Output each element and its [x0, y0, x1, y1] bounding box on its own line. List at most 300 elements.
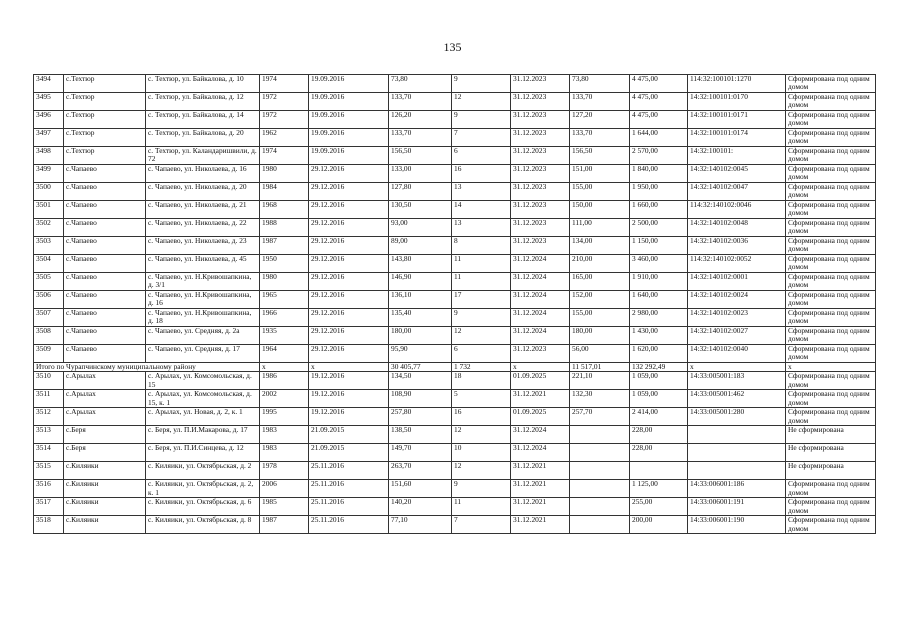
apts-cell: 13	[452, 219, 511, 237]
settlement-cell: с.Чапаево	[64, 237, 146, 255]
table-row	[34, 309, 876, 327]
area2-cell: 150,00	[570, 201, 630, 219]
deadline-cell: 31.12.2021	[511, 462, 570, 480]
year-cell: 1965	[260, 291, 309, 309]
n-cell: 3500	[34, 183, 64, 201]
date-cell: 19.12.2016	[309, 372, 389, 390]
cost-cell: 4 475,00	[630, 75, 688, 93]
address-cell: с. Чапаево, ул. Средняя, д. 2а	[146, 327, 260, 345]
table-row	[34, 498, 876, 516]
n-cell: 3506	[34, 291, 64, 309]
status-cell: Сформирована под одним домом	[786, 219, 876, 237]
apts-cell: 12	[452, 462, 511, 480]
table-row	[34, 291, 876, 309]
status-cell: Не сформирована	[786, 426, 876, 444]
area2-cell: 73,80	[570, 75, 630, 93]
area-cell: 135,40	[389, 309, 452, 327]
table-row	[34, 273, 876, 291]
cadastre-cell: 14:32:140102:0027	[688, 327, 786, 345]
apts-cell: 14	[452, 201, 511, 219]
area-cell: 143,80	[389, 255, 452, 273]
deadline-cell: 31.12.2023	[511, 129, 570, 147]
n-cell: 3504	[34, 255, 64, 273]
area-cell: 95,90	[389, 345, 452, 363]
date-cell: 19.12.2016	[309, 390, 389, 408]
cadastre-cell: 14:33:005001:280	[688, 408, 786, 426]
apts-cell: 9	[452, 309, 511, 327]
settlement-cell: с.Арылах	[64, 390, 146, 408]
year-cell: 1962	[260, 129, 309, 147]
cadastre-cell: 14:32:100101:0170	[688, 93, 786, 111]
deadline-cell: 31.12.2023	[511, 147, 570, 165]
area-cell: 140,20	[389, 498, 452, 516]
address-cell: с. Чапаево, ул. Николаева, д. 21	[146, 201, 260, 219]
year-cell: 1968	[260, 201, 309, 219]
cost-cell: 1 640,00	[630, 291, 688, 309]
deadline-cell: 31.12.2024	[511, 273, 570, 291]
table-row	[34, 462, 876, 480]
table-row	[34, 390, 876, 408]
status-cell: Сформирована под одним домом	[786, 480, 876, 498]
year-cell: 1983	[260, 444, 309, 462]
year-cell: 2006	[260, 480, 309, 498]
cadastre-cell: 114:32:140102:0052	[688, 255, 786, 273]
cadastre-cell: 14:32:140102:0047	[688, 183, 786, 201]
n-cell: 3496	[34, 111, 64, 129]
settlement-cell: с.Чапаево	[64, 327, 146, 345]
table-row	[34, 408, 876, 426]
cost-cell: 2 414,00	[630, 408, 688, 426]
date-cell: 21.09.2015	[309, 426, 389, 444]
year-cell: 1972	[260, 111, 309, 129]
apts-cell: 11	[452, 255, 511, 273]
status-cell: Сформирована под одним домом	[786, 237, 876, 255]
table-row	[34, 516, 876, 534]
cost-cell: 1 059,00	[630, 390, 688, 408]
deadline-cell: 01.09.2025	[511, 372, 570, 390]
cadastre-cell: 14:33:006001:190	[688, 516, 786, 534]
area2-cell: 133,70	[570, 129, 630, 147]
deadline-cell: 31.12.2024	[511, 255, 570, 273]
apts-cell: 17	[452, 291, 511, 309]
cadastre-cell	[688, 444, 786, 462]
apts-cell: 9	[452, 111, 511, 129]
area2-cell: 134,00	[570, 237, 630, 255]
n-cell: 3499	[34, 165, 64, 183]
address-cell: с. Техтюр, ул. Каландаришвили, д. 72	[146, 147, 260, 165]
date-cell: 19.09.2016	[309, 111, 389, 129]
address-cell: с. Беря, ул. П.И.Синцева, д. 12	[146, 444, 260, 462]
address-cell: с. Арылах, ул. Новая, д. 2, к. 1	[146, 408, 260, 426]
status-cell: Сформирована под одним домом	[786, 291, 876, 309]
cadastre-cell: 14:32:100101:0171	[688, 111, 786, 129]
table-row	[34, 147, 876, 165]
status-cell: Сформирована под одним домом	[786, 201, 876, 219]
settlement-cell: с.Арылах	[64, 408, 146, 426]
area-cell: 130,50	[389, 201, 452, 219]
table-row	[34, 327, 876, 345]
date-cell: 19.09.2016	[309, 93, 389, 111]
deadline-cell: 31.12.2023	[511, 75, 570, 93]
table-row	[34, 129, 876, 147]
deadline-cell: 31.12.2024	[511, 444, 570, 462]
n-cell: 3502	[34, 219, 64, 237]
address-cell: с. Чапаево, ул. Николаева, д. 23	[146, 237, 260, 255]
cadastre-cell	[688, 426, 786, 444]
cadastre-cell: 14:32:100101:	[688, 147, 786, 165]
date-cell: 29.12.2016	[309, 165, 389, 183]
total-apts-cell: 1 732	[452, 363, 511, 372]
housing-table-wrapper	[33, 74, 875, 534]
date-cell: 29.12.2016	[309, 273, 389, 291]
deadline-cell: 31.12.2024	[511, 291, 570, 309]
apts-cell: 6	[452, 147, 511, 165]
status-cell: Сформирована под одним домом	[786, 327, 876, 345]
cost-cell: 2 500,00	[630, 219, 688, 237]
date-cell: 19.12.2016	[309, 408, 389, 426]
year-cell: 1950	[260, 255, 309, 273]
deadline-cell: 31.12.2024	[511, 327, 570, 345]
cost-cell: 2 570,00	[630, 147, 688, 165]
date-cell: 25.11.2016	[309, 498, 389, 516]
settlement-cell: с.Техтюр	[64, 129, 146, 147]
status-cell: Сформирована под одним домом	[786, 498, 876, 516]
address-cell: с. Чапаево, ул. Николаева, д. 45	[146, 255, 260, 273]
address-cell: с. Чапаево, ул. Николаева, д. 20	[146, 183, 260, 201]
area2-cell: 151,00	[570, 165, 630, 183]
area2-cell	[570, 498, 630, 516]
settlement-cell: с.Чапаево	[64, 309, 146, 327]
cadastre-cell: 114:32:140102:0046	[688, 201, 786, 219]
total-status-cell: х	[786, 363, 876, 372]
page-number: 135	[443, 40, 462, 54]
status-cell: Сформирована под одним домом	[786, 309, 876, 327]
deadline-cell: 31.12.2024	[511, 309, 570, 327]
n-cell: 3497	[34, 129, 64, 147]
cost-cell: 1 125,00	[630, 480, 688, 498]
n-cell: 3518	[34, 516, 64, 534]
year-cell: 1966	[260, 309, 309, 327]
area-cell: 127,80	[389, 183, 452, 201]
area-cell: 138,50	[389, 426, 452, 444]
date-cell: 29.12.2016	[309, 237, 389, 255]
n-cell: 3498	[34, 147, 64, 165]
apts-cell: 11	[452, 273, 511, 291]
cost-cell: 1 660,00	[630, 201, 688, 219]
year-cell: 1964	[260, 345, 309, 363]
cost-cell: 1 430,00	[630, 327, 688, 345]
year-cell: 1987	[260, 516, 309, 534]
area2-cell	[570, 444, 630, 462]
n-cell: 3517	[34, 498, 64, 516]
area-cell: 133,00	[389, 165, 452, 183]
area-cell: 257,80	[389, 408, 452, 426]
apts-cell: 18	[452, 372, 511, 390]
cadastre-cell: 14:32:140102:0048	[688, 219, 786, 237]
address-cell: с. Техтюр, ул. Байкалова, д. 14	[146, 111, 260, 129]
status-cell: Не сформирована	[786, 444, 876, 462]
area-cell: 263,70	[389, 462, 452, 480]
area-cell: 136,10	[389, 291, 452, 309]
n-cell: 3507	[34, 309, 64, 327]
area-cell: 156,50	[389, 147, 452, 165]
apts-cell: 13	[452, 183, 511, 201]
area-cell: 180,00	[389, 327, 452, 345]
cost-cell: 228,00	[630, 426, 688, 444]
total-label-cell: Итого по Чурапчинскому муниципальному району	[34, 363, 260, 372]
address-cell: с. Беря, ул. П.И.Макарова, д. 17	[146, 426, 260, 444]
status-cell: Сформирована под одним домом	[786, 273, 876, 291]
year-cell: 1980	[260, 165, 309, 183]
area2-cell: 56,00	[570, 345, 630, 363]
area2-cell	[570, 426, 630, 444]
settlement-cell: с.Арылах	[64, 372, 146, 390]
area2-cell	[570, 462, 630, 480]
area-cell: 134,50	[389, 372, 452, 390]
table-row	[34, 111, 876, 129]
settlement-cell: с.Киляики	[64, 462, 146, 480]
total-area2-cell: 11 517,01	[570, 363, 630, 372]
address-cell: с. Киляики, ул. Октябрьская, д. 6	[146, 498, 260, 516]
cadastre-cell: 14:33:005001:462	[688, 390, 786, 408]
apts-cell: 16	[452, 165, 511, 183]
table-row	[34, 165, 876, 183]
table-body	[34, 75, 876, 534]
year-cell: 2002	[260, 390, 309, 408]
table-row	[34, 426, 876, 444]
deadline-cell: 31.12.2023	[511, 183, 570, 201]
address-cell: с. Чапаево, ул. Николаева, д. 16	[146, 165, 260, 183]
status-cell: Сформирована под одним домом	[786, 390, 876, 408]
status-cell: Сформирована под одним домом	[786, 147, 876, 165]
cost-cell: 4 475,00	[630, 93, 688, 111]
date-cell: 19.09.2016	[309, 129, 389, 147]
n-cell: 3513	[34, 426, 64, 444]
n-cell: 3515	[34, 462, 64, 480]
address-cell: с. Киляики, ул. Октябрьская, д. 8	[146, 516, 260, 534]
address-cell: с. Техтюр, ул. Байкалова, д. 20	[146, 129, 260, 147]
n-cell: 3508	[34, 327, 64, 345]
cost-cell: 1 910,00	[630, 273, 688, 291]
area2-cell: 210,00	[570, 255, 630, 273]
status-cell: Сформирована под одним домом	[786, 165, 876, 183]
date-cell: 25.11.2016	[309, 516, 389, 534]
date-cell: 19.09.2016	[309, 147, 389, 165]
n-cell: 3514	[34, 444, 64, 462]
area-cell: 146,90	[389, 273, 452, 291]
status-cell: Сформирована под одним домом	[786, 75, 876, 93]
apts-cell: 7	[452, 129, 511, 147]
apts-cell: 9	[452, 75, 511, 93]
date-cell: 29.12.2016	[309, 255, 389, 273]
date-cell: 25.11.2016	[309, 480, 389, 498]
cost-cell: 200,00	[630, 516, 688, 534]
status-cell: Сформирована под одним домом	[786, 129, 876, 147]
area2-cell	[570, 516, 630, 534]
deadline-cell: 31.12.2024	[511, 426, 570, 444]
cadastre-cell: 14:32:140102:0001	[688, 273, 786, 291]
year-cell: 1986	[260, 372, 309, 390]
year-cell: 1995	[260, 408, 309, 426]
cost-cell	[630, 462, 688, 480]
area2-cell: 155,00	[570, 309, 630, 327]
year-cell: 1980	[260, 273, 309, 291]
deadline-cell: 31.12.2021	[511, 480, 570, 498]
settlement-cell: с.Беря	[64, 426, 146, 444]
housing-table	[33, 74, 876, 534]
area2-cell: 156,50	[570, 147, 630, 165]
date-cell: 19.09.2016	[309, 75, 389, 93]
total-cost-cell: 132 292,49	[630, 363, 688, 372]
address-cell: с. Чапаево, ул. Н.Кривошапкина, д. 18	[146, 309, 260, 327]
deadline-cell: 31.12.2023	[511, 201, 570, 219]
settlement-cell: с.Киляики	[64, 516, 146, 534]
n-cell: 3510	[34, 372, 64, 390]
cost-cell: 2 980,00	[630, 309, 688, 327]
cost-cell: 1 620,00	[630, 345, 688, 363]
apts-cell: 5	[452, 390, 511, 408]
table-row	[34, 372, 876, 390]
total-deadline-cell: х	[511, 363, 570, 372]
apts-cell: 7	[452, 516, 511, 534]
status-cell: Не сформирована	[786, 462, 876, 480]
year-cell: 1978	[260, 462, 309, 480]
cadastre-cell: 114:32:100101:1270	[688, 75, 786, 93]
date-cell: 29.12.2016	[309, 345, 389, 363]
year-cell: 1983	[260, 426, 309, 444]
deadline-cell: 31.12.2023	[511, 237, 570, 255]
area2-cell: 127,20	[570, 111, 630, 129]
address-cell: с. Чапаево, ул. Средняя, д. 17	[146, 345, 260, 363]
table-row	[34, 75, 876, 93]
n-cell: 3501	[34, 201, 64, 219]
settlement-cell: с.Киляики	[64, 480, 146, 498]
cost-cell: 4 475,00	[630, 111, 688, 129]
deadline-cell: 01.09.2025	[511, 408, 570, 426]
n-cell: 3503	[34, 237, 64, 255]
area2-cell	[570, 480, 630, 498]
cost-cell: 1 644,00	[630, 129, 688, 147]
area-cell: 108,90	[389, 390, 452, 408]
apts-cell: 12	[452, 93, 511, 111]
status-cell: Сформирована под одним домом	[786, 111, 876, 129]
date-cell: 29.12.2016	[309, 309, 389, 327]
apts-cell: 12	[452, 327, 511, 345]
cadastre-cell: 14:33:006001:186	[688, 480, 786, 498]
total-row	[34, 363, 876, 372]
area-cell: 133,70	[389, 129, 452, 147]
cost-cell: 255,00	[630, 498, 688, 516]
total-year-cell: х	[260, 363, 309, 372]
status-cell: Сформирована под одним домом	[786, 372, 876, 390]
date-cell: 21.09.2015	[309, 444, 389, 462]
cadastre-cell: 14:32:140102:0023	[688, 309, 786, 327]
cadastre-cell: 14:33:006001:191	[688, 498, 786, 516]
settlement-cell: с.Беря	[64, 444, 146, 462]
cost-cell: 1 150,00	[630, 237, 688, 255]
address-cell: с. Техтюр, ул. Байкалова, д. 10	[146, 75, 260, 93]
area2-cell: 180,00	[570, 327, 630, 345]
date-cell: 29.12.2016	[309, 291, 389, 309]
table-row	[34, 444, 876, 462]
cost-cell: 1 950,00	[630, 183, 688, 201]
settlement-cell: с.Чапаево	[64, 183, 146, 201]
n-cell: 3494	[34, 75, 64, 93]
status-cell: Сформирована под одним домом	[786, 516, 876, 534]
n-cell: 3509	[34, 345, 64, 363]
apts-cell: 9	[452, 480, 511, 498]
date-cell: 29.12.2016	[309, 201, 389, 219]
deadline-cell: 31.12.2023	[511, 111, 570, 129]
year-cell: 1974	[260, 75, 309, 93]
date-cell: 29.12.2016	[309, 219, 389, 237]
table-row	[34, 480, 876, 498]
deadline-cell: 31.12.2021	[511, 516, 570, 534]
settlement-cell: с.Чапаево	[64, 255, 146, 273]
status-cell: Сформирована под одним домом	[786, 408, 876, 426]
table-row	[34, 255, 876, 273]
status-cell: Сформирована под одним домом	[786, 345, 876, 363]
address-cell: с. Техтюр, ул. Байкалова, д. 12	[146, 93, 260, 111]
date-cell: 29.12.2016	[309, 183, 389, 201]
status-cell: Сформирована под одним домом	[786, 255, 876, 273]
table-row	[34, 201, 876, 219]
area2-cell: 152,00	[570, 291, 630, 309]
table-row	[34, 93, 876, 111]
cadastre-cell: 14:32:140102:0040	[688, 345, 786, 363]
area-cell: 149,70	[389, 444, 452, 462]
area-cell: 73,80	[389, 75, 452, 93]
cost-cell: 1 840,00	[630, 165, 688, 183]
n-cell: 3495	[34, 93, 64, 111]
total-cadastre-cell: х	[688, 363, 786, 372]
settlement-cell: с.Киляики	[64, 498, 146, 516]
cadastre-cell: 14:33:005001:183	[688, 372, 786, 390]
settlement-cell: с.Чапаево	[64, 273, 146, 291]
n-cell: 3512	[34, 408, 64, 426]
area2-cell: 155,00	[570, 183, 630, 201]
cadastre-cell: 14:32:140102:0024	[688, 291, 786, 309]
year-cell: 1985	[260, 498, 309, 516]
apts-cell: 11	[452, 498, 511, 516]
area-cell: 89,00	[389, 237, 452, 255]
settlement-cell: с.Техтюр	[64, 75, 146, 93]
year-cell: 1988	[260, 219, 309, 237]
table-row	[34, 345, 876, 363]
settlement-cell: с.Техтюр	[64, 93, 146, 111]
n-cell: 3516	[34, 480, 64, 498]
deadline-cell: 31.12.2023	[511, 93, 570, 111]
cost-cell: 3 460,00	[630, 255, 688, 273]
address-cell: с. Чапаево, ул. Николаева, д. 22	[146, 219, 260, 237]
cost-cell: 228,00	[630, 444, 688, 462]
address-cell: с. Чапаево, ул. Н.Кривошапкина, д. 3/1	[146, 273, 260, 291]
area2-cell: 132,30	[570, 390, 630, 408]
apts-cell: 6	[452, 345, 511, 363]
n-cell: 3505	[34, 273, 64, 291]
deadline-cell: 31.12.2023	[511, 345, 570, 363]
deadline-cell: 31.12.2023	[511, 219, 570, 237]
table-row	[34, 183, 876, 201]
cadastre-cell	[688, 462, 786, 480]
n-cell: 3511	[34, 390, 64, 408]
total-area-cell: 30 405,77	[389, 363, 452, 372]
year-cell: 1972	[260, 93, 309, 111]
address-cell: с. Киляики, ул. Октябрьская, д. 2	[146, 462, 260, 480]
area2-cell: 165,00	[570, 273, 630, 291]
year-cell: 1984	[260, 183, 309, 201]
area-cell: 126,20	[389, 111, 452, 129]
